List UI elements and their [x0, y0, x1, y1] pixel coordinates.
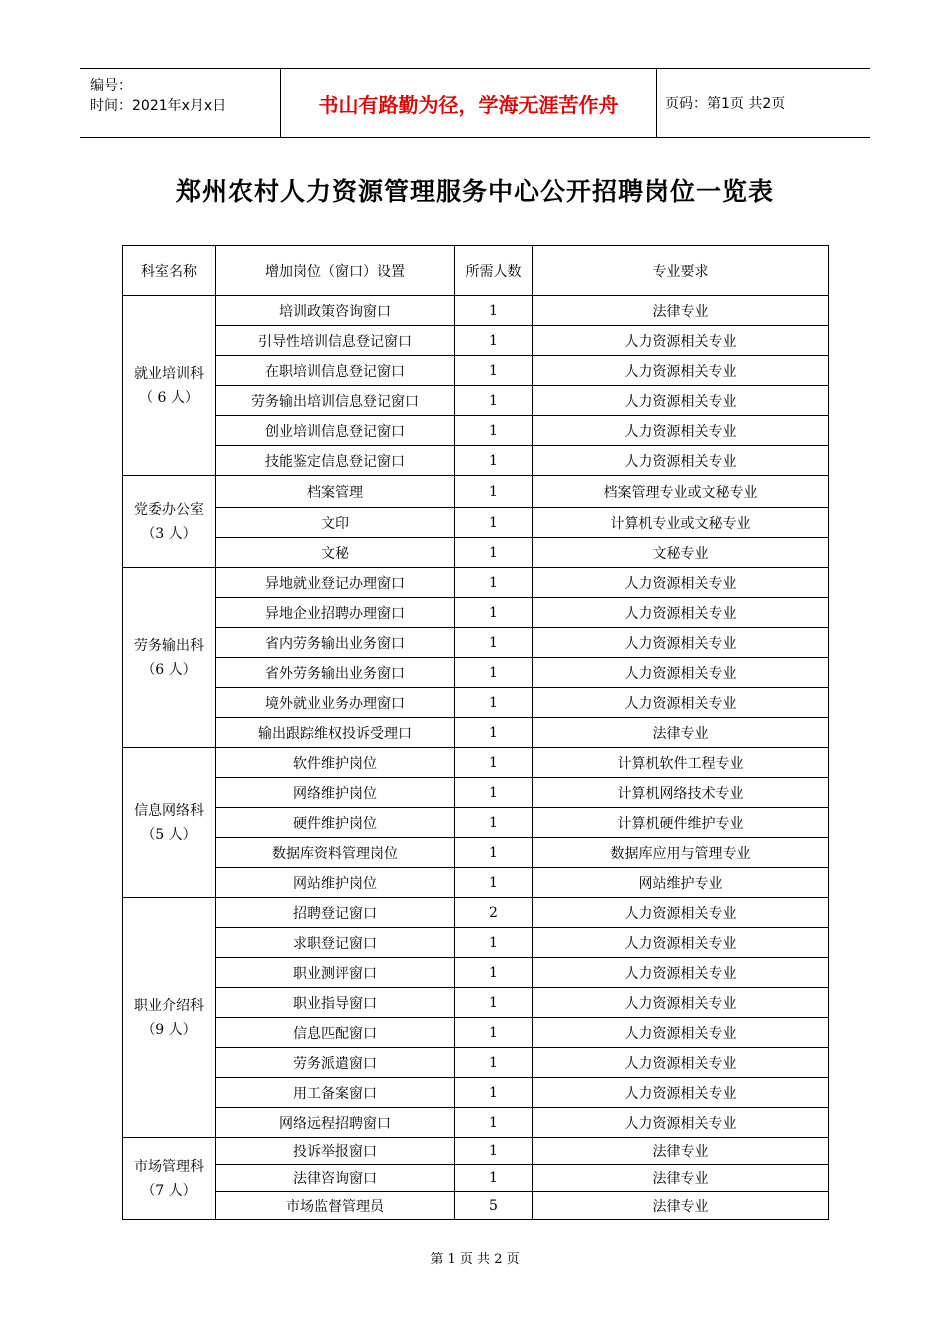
post-cell: 省内劳务输出业务窗口 — [216, 628, 455, 658]
page-footer: 第 1 页 共 2 页 — [430, 1252, 520, 1267]
dept-count: （ 6 人） — [139, 389, 199, 406]
major-cell: 法律专业 — [533, 1138, 829, 1165]
post-cell: 软件维护岗位 — [216, 748, 455, 778]
major-cell: 人力资源相关专业 — [533, 1018, 829, 1048]
post-cell: 技能鉴定信息登记窗口 — [216, 446, 455, 476]
post-cell: 职业指导窗口 — [216, 988, 455, 1018]
table-header-row — [123, 246, 829, 296]
time-label: 时间：2021年x月x日 — [90, 98, 227, 114]
post-cell: 输出跟踪维权投诉受理口 — [216, 718, 455, 748]
dept-count: （9 人） — [141, 1021, 197, 1038]
col-header-num: 所需人数 — [455, 246, 533, 296]
post-cell: 网络远程招聘窗口 — [216, 1108, 455, 1138]
major-cell: 人力资源相关专业 — [533, 598, 829, 628]
table-row — [123, 476, 829, 508]
post-cell: 档案管理 — [216, 476, 455, 508]
post-cell: 劳务派遣窗口 — [216, 1048, 455, 1078]
table-row — [123, 568, 829, 598]
table-body — [123, 296, 829, 1220]
major-cell: 法律专业 — [533, 718, 829, 748]
table-row — [123, 628, 829, 658]
table-row — [123, 1018, 829, 1048]
major-cell: 人力资源相关专业 — [533, 326, 829, 356]
num-cell: 1 — [455, 416, 533, 446]
num-cell: 1 — [455, 778, 533, 808]
table-row — [123, 1138, 829, 1165]
major-cell: 档案管理专业或文秘专业 — [533, 476, 829, 508]
table-row — [123, 748, 829, 778]
dept-cell — [123, 476, 216, 568]
dept-cell — [123, 1138, 216, 1220]
num-cell: 1 — [455, 748, 533, 778]
post-cell: 文秘 — [216, 538, 455, 568]
table-row — [123, 718, 829, 748]
dept-name: 党委办公室 — [134, 501, 204, 518]
dept-cell — [123, 748, 216, 898]
dept-name: 劳务输出科 — [134, 637, 204, 654]
post-cell: 职业测评窗口 — [216, 958, 455, 988]
major-cell: 人力资源相关专业 — [533, 356, 829, 386]
post-cell: 网络维护岗位 — [216, 778, 455, 808]
dept-count: （5 人） — [141, 826, 197, 843]
table-row — [123, 808, 829, 838]
major-cell: 计算机网络技术专业 — [533, 778, 829, 808]
table-row — [123, 416, 829, 446]
table-row — [123, 296, 829, 326]
dept-name: 就业培训科 — [134, 365, 204, 382]
num-cell: 1 — [455, 1165, 533, 1192]
major-cell: 人力资源相关专业 — [533, 446, 829, 476]
post-cell: 招聘登记窗口 — [216, 898, 455, 928]
major-cell: 人力资源相关专业 — [533, 386, 829, 416]
num-cell: 1 — [455, 1138, 533, 1165]
post-cell: 用工备案窗口 — [216, 1078, 455, 1108]
table-row — [123, 868, 829, 898]
dept-count: （6 人） — [141, 661, 197, 678]
post-cell: 文印 — [216, 508, 455, 538]
table-row — [123, 658, 829, 688]
post-cell: 境外就业业务办理窗口 — [216, 688, 455, 718]
num-cell: 1 — [455, 718, 533, 748]
post-cell: 创业培训信息登记窗口 — [216, 416, 455, 446]
col-header-dept: 科室名称 — [123, 246, 216, 296]
major-cell: 人力资源相关专业 — [533, 688, 829, 718]
num-cell: 1 — [455, 928, 533, 958]
num-cell: 5 — [455, 1192, 533, 1220]
major-cell: 法律专业 — [533, 1192, 829, 1220]
num-cell: 1 — [455, 628, 533, 658]
post-cell: 劳务输出培训信息登记窗口 — [216, 386, 455, 416]
major-cell: 法律专业 — [533, 296, 829, 326]
page-title: 郑州农村人力资源管理服务中心公开招聘岗位一览表 — [175, 177, 774, 206]
num-cell: 1 — [455, 838, 533, 868]
header-meta — [80, 69, 280, 137]
major-cell: 人力资源相关专业 — [533, 928, 829, 958]
table-row — [123, 1048, 829, 1078]
table-row — [123, 598, 829, 628]
dept-cell — [123, 898, 216, 1138]
table-row — [123, 688, 829, 718]
num-cell: 1 — [455, 538, 533, 568]
major-cell: 计算机硬件维护专业 — [533, 808, 829, 838]
num-cell: 1 — [455, 598, 533, 628]
major-cell: 人力资源相关专业 — [533, 1048, 829, 1078]
major-cell: 计算机专业或文秘专业 — [533, 508, 829, 538]
table-row — [123, 928, 829, 958]
col-header-major: 专业要求 — [533, 246, 829, 296]
major-cell: 法律专业 — [533, 1165, 829, 1192]
num-cell: 1 — [455, 508, 533, 538]
header-motto: 书山有路勤为径，学海无涯苦作舟 — [280, 69, 657, 137]
major-cell: 网站维护专业 — [533, 868, 829, 898]
num-cell: 1 — [455, 326, 533, 356]
dept-count: （3 人） — [141, 525, 197, 542]
dept-name: 职业介绍科 — [134, 997, 204, 1014]
num-cell: 1 — [455, 988, 533, 1018]
table-row — [123, 1165, 829, 1192]
num-cell: 1 — [455, 1078, 533, 1108]
table-row — [123, 958, 829, 988]
table-row — [123, 538, 829, 568]
num-cell: 1 — [455, 296, 533, 326]
major-cell: 人力资源相关专业 — [533, 898, 829, 928]
table-row — [123, 898, 829, 928]
table-row — [123, 1108, 829, 1138]
major-cell: 人力资源相关专业 — [533, 628, 829, 658]
major-cell: 人力资源相关专业 — [533, 1078, 829, 1108]
post-cell: 省外劳务输出业务窗口 — [216, 658, 455, 688]
major-cell: 计算机软件工程专业 — [533, 748, 829, 778]
post-cell: 硬件维护岗位 — [216, 808, 455, 838]
post-cell: 网站维护岗位 — [216, 868, 455, 898]
table-row — [123, 386, 829, 416]
num-cell: 1 — [455, 386, 533, 416]
num-cell: 1 — [455, 1018, 533, 1048]
post-cell: 数据库资料管理岗位 — [216, 838, 455, 868]
num-cell: 1 — [455, 476, 533, 508]
num-cell: 1 — [455, 958, 533, 988]
table-row — [123, 356, 829, 386]
dept-count: （7 人） — [141, 1182, 197, 1199]
major-cell: 人力资源相关专业 — [533, 1108, 829, 1138]
num-cell: 1 — [455, 568, 533, 598]
major-cell: 数据库应用与管理专业 — [533, 838, 829, 868]
number-label: 编号： — [90, 78, 132, 94]
num-cell: 1 — [455, 1048, 533, 1078]
dept-cell — [123, 296, 216, 476]
table-row — [123, 838, 829, 868]
major-cell: 人力资源相关专业 — [533, 658, 829, 688]
header-page-info: 页码：第1页 共2页 — [665, 96, 786, 112]
num-cell: 1 — [455, 688, 533, 718]
num-cell: 1 — [455, 446, 533, 476]
num-cell: 1 — [455, 356, 533, 386]
dept-name: 市场管理科 — [134, 1158, 204, 1175]
table-row — [123, 988, 829, 1018]
recruitment-table — [122, 245, 829, 1220]
table-row — [123, 508, 829, 538]
post-cell: 引导性培训信息登记窗口 — [216, 326, 455, 356]
num-cell: 1 — [455, 658, 533, 688]
num-cell: 1 — [455, 808, 533, 838]
post-cell: 异地企业招聘办理窗口 — [216, 598, 455, 628]
post-cell: 异地就业登记办理窗口 — [216, 568, 455, 598]
major-cell: 人力资源相关专业 — [533, 988, 829, 1018]
table-row — [123, 446, 829, 476]
major-cell: 人力资源相关专业 — [533, 416, 829, 446]
num-cell: 1 — [455, 868, 533, 898]
major-cell: 人力资源相关专业 — [533, 568, 829, 598]
post-cell: 在职培训信息登记窗口 — [216, 356, 455, 386]
post-cell: 市场监督管理员 — [216, 1192, 455, 1220]
major-cell: 文秘专业 — [533, 538, 829, 568]
num-cell: 1 — [455, 1108, 533, 1138]
major-cell: 人力资源相关专业 — [533, 958, 829, 988]
dept-name: 信息网络科 — [134, 802, 204, 819]
table-row — [123, 778, 829, 808]
table-row — [123, 1192, 829, 1220]
document-header — [80, 68, 870, 138]
post-cell: 培训政策咨询窗口 — [216, 296, 455, 326]
post-cell: 投诉举报窗口 — [216, 1138, 455, 1165]
dept-cell — [123, 568, 216, 748]
post-cell: 求职登记窗口 — [216, 928, 455, 958]
table-row — [123, 1078, 829, 1108]
num-cell: 2 — [455, 898, 533, 928]
col-header-post: 增加岗位（窗口）设置 — [216, 246, 455, 296]
table-row — [123, 326, 829, 356]
post-cell: 法律咨询窗口 — [216, 1165, 455, 1192]
post-cell: 信息匹配窗口 — [216, 1018, 455, 1048]
